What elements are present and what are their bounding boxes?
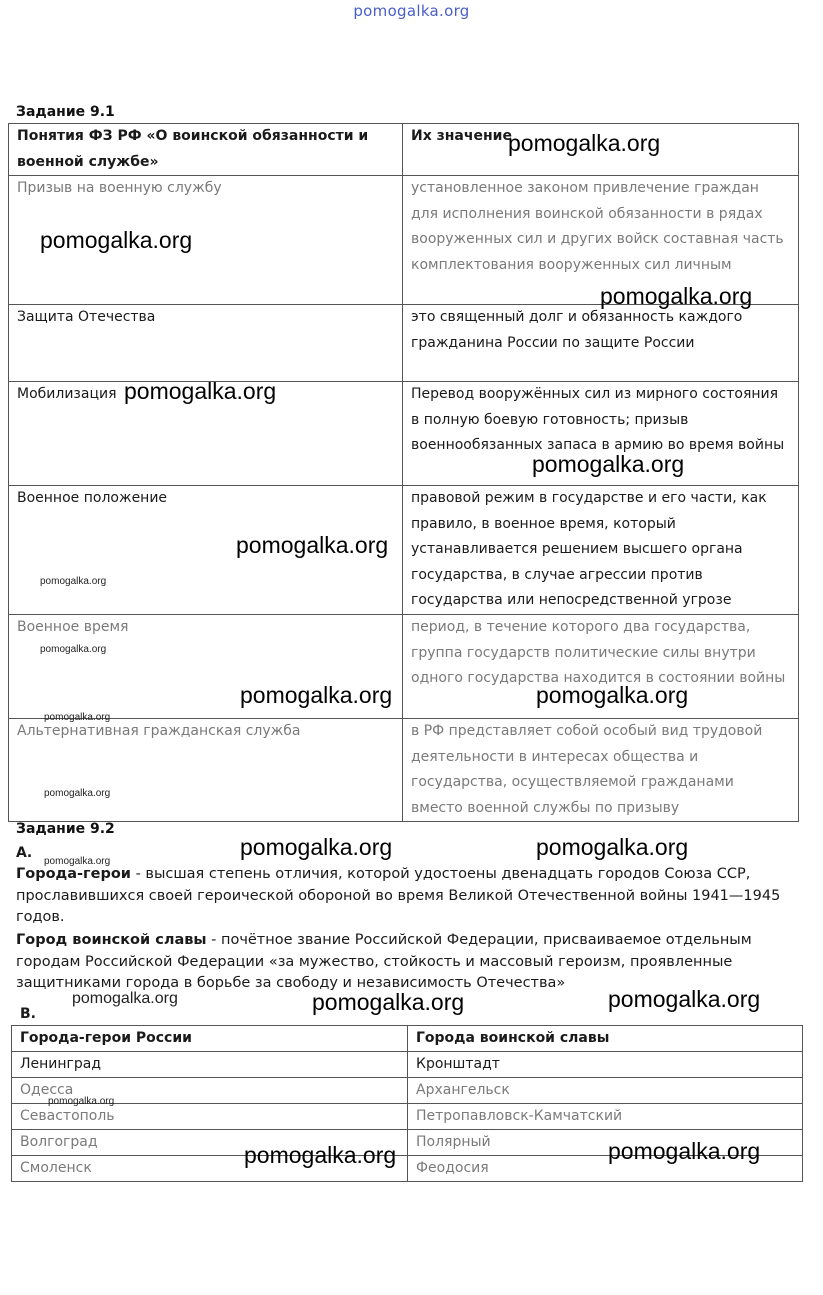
column-header-meaning: Их значение [403,124,799,176]
table-header-row [12,1026,803,1052]
column-header-concepts: Понятия ФЗ РФ «О воинской обязанности и военной службе» [9,124,403,176]
hero-city-cell: Севастополь [12,1104,408,1130]
definition-hero-cities [16,864,786,929]
meaning-cell: период, в течение которого два государства, группа государств политические силы внутри одного государства находится в состоянии войны [403,615,799,719]
watermark-small: pomogalka.org [48,1096,115,1107]
table-row [9,719,799,822]
task-9-1-title: Задание 9.1 [16,104,115,120]
hero-city-cell: Волгоград [12,1130,408,1156]
meaning-cell: в РФ представляет собой особый вид трудовой деятельности в интересах общества и государства, осуществляемой гражданами вместо военной службы по призыву [403,719,799,822]
watermark-small: pomogalka.org [44,712,111,723]
watermark-small: pomogalka.org [72,990,178,1007]
hero-city-cell: Одесса [12,1078,408,1104]
glory-city-cell: Феодосия [408,1156,803,1182]
column-header-glory-cities: Города воинской славы [408,1026,803,1052]
table-row [12,1104,803,1130]
term-cell: Защита Отечества [9,305,403,382]
definition-military-glory-city [16,930,786,995]
watermark-text: pomogalka.org [608,1138,761,1164]
watermark-text: pomogalka.org [508,130,661,156]
watermark-text: pomogalka.org [40,227,193,253]
watermark-small: pomogalka.org [40,576,107,587]
term-cell: Военное время [9,615,403,719]
watermark-small: pomogalka.org [44,856,111,867]
term-cell: Военное положение [9,486,403,615]
watermark-text: pomogalka.org [124,378,277,404]
meaning-cell: установленное законом привлечение граждан для исполнения воинской обязанности в рядах вооруженных сил и других войск составная часть комплектования вооруженных сил личным [403,176,799,305]
term-cell: Альтернативная гражданская служба [9,719,403,822]
definition-text: - высшая степень отличия, которой удостоены двенадцать городов Союза ССР, прославившихся своей героической обороной во время Великой Отечественной войны 1941—1945 годов. [16,866,781,925]
watermark-text: pomogalka.org [608,986,761,1012]
definition-term: Город воинской славы [16,932,207,948]
table-row [12,1052,803,1078]
watermark-text: pomogalka.org [536,834,689,860]
watermark-small: pomogalka.org [40,644,107,655]
table-header-row [9,124,799,176]
part-a-label: А. [16,845,33,861]
table-row [9,305,799,382]
glory-city-cell: Полярный [408,1130,803,1156]
watermark-text: pomogalka.org [244,1142,397,1168]
column-header-hero-cities: Города-герои России [12,1026,408,1052]
term-cell: Призыв на военную службу [9,176,403,305]
watermark-text: pomogalka.org [240,682,393,708]
meaning-cell: Перевод вооружённых сил из мирного состояния в полную боевую готовность; призыв военнообязанных запаса в армию во время войны [403,382,799,486]
table-row [12,1078,803,1104]
meaning-cell: это священный долг и обязанность каждого гражданина России по защите России [403,305,799,382]
glory-city-cell: Архангельск [408,1078,803,1104]
watermark-text: pomogalka.org [312,989,465,1015]
watermark-text: pomogalka.org [600,283,753,309]
watermark-text: pomogalka.org [236,532,389,558]
watermark-small: pomogalka.org [44,788,111,799]
hero-city-cell: Смоленск [12,1156,408,1182]
glory-city-cell: Петропавловск-Камчатский [408,1104,803,1130]
watermark-text: pomogalka.org [536,682,689,708]
watermark-text: pomogalka.org [240,834,393,860]
hero-city-cell: Ленинград [12,1052,408,1078]
meaning-cell: правовой режим в государстве и его части, как правило, в военное время, который устанавливается решением высшего органа государства, в случае агрессии против государства или непосредственной угрозе [403,486,799,615]
task-9-2-title: Задание 9.2 [16,821,115,837]
table-row [9,486,799,615]
part-b-label: В. [20,1006,36,1022]
glory-city-cell: Кронштадт [408,1052,803,1078]
site-header-link[interactable]: pomogalka.org [353,2,470,20]
definition-text: - почётное звание Российской Федерации, присваиваемое отдельным городам Российской Федерации «за мужество, стойкость и массовый героизм, проявленные защитниками города в борьбе за свободу и независимость Отечества» [16,932,752,991]
term-cell: Мобилизация [9,382,403,486]
watermark-text: pomogalka.org [532,451,685,477]
definition-term: Города-герои [16,866,131,882]
